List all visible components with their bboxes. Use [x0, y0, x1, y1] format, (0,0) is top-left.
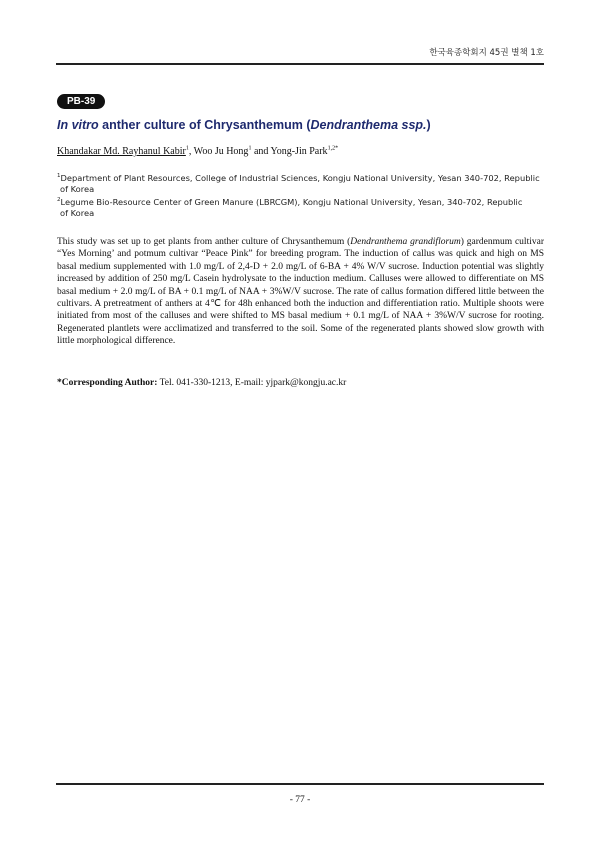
affiliation-2-line2: of Korea: [60, 208, 95, 218]
top-rule: [56, 63, 544, 65]
page-number: - 77 -: [289, 795, 311, 805]
affiliation-2: [57, 197, 545, 219]
title-suffix: ): [426, 118, 431, 132]
affiliation-1-sup: 1: [57, 173, 61, 180]
author-sep-2: and Yong-Jin Park: [251, 146, 328, 157]
author-1: Khandakar Md. Rayhanul Kabir: [57, 146, 186, 157]
title-main: anther culture of Chrysanthemum (: [98, 118, 311, 132]
poster-id-badge: PB-39: [57, 94, 105, 109]
abstract-species: Dendranthema grandiflorum: [350, 237, 461, 247]
abstract-part-2: ) gardenmum cultivar “Yes Morning’ and potmum cultivar “Peace Pink” for breeding program. The induction of callus was quick and high on MS basal medium supplemented with 1.0 mg/L of 2,4-D + 2.0 mg/L of 6-BA + 4% W/V sucrose. Induction potential was slightly increased by addition of 250 mg/L Casein hydrolysate to the induction medium. Calluses were allowed to differentiate on MS basal medium + 2.0 mg/L of BA + 0.1 mg/L of NAA + 3%W/V sucrose. The rate of callus formation differed little between the cultivars. A pretreatment of anthers at 4℃ for 48h enhanced both the induction and differentiation ratio. Multiple shoots were initiated from most of the calluses and were shifted to MS basal medium + 0.1 mg/L of NAA + 3%W/V sucrose for rooting. Regenerated plantlets were acclimatized and transferred to the soil. Some of the regenerated plants showed slow growth with little morphological difference.: [57, 237, 544, 347]
paper-title: [57, 118, 431, 132]
bottom-rule: [56, 783, 544, 785]
title-italic-genus: Dendranthema ssp.: [310, 118, 427, 132]
affiliation-1-line1: Department of Plant Resources, College of Industrial Sciences, Kongju National University, Yesan 340-702, Republic: [60, 173, 540, 183]
abstract-part-1: This study was set up to get plants from anther culture of Chrysanthemum (: [57, 237, 351, 247]
corresponding-contact: Tel. 041-330-1213, E-mail: yjpark@kongju.ac.kr: [157, 378, 347, 388]
author-1-affil: 1: [185, 145, 189, 152]
journal-header: 한국육종학회지 45권 별책 1호: [429, 48, 544, 58]
author-sep-1: , Woo Ju Hong: [188, 146, 249, 157]
author-list: [57, 146, 338, 157]
affiliation-2-line1: Legume Bio-Resource Center of Green Manure (LBRCGM), Kongju National University, Yesan, 340-702, Republic: [60, 197, 523, 207]
corresponding-author: [57, 378, 346, 388]
title-italic-prefix: In vitro: [57, 118, 99, 132]
author-3-affil: 1,2*: [327, 145, 339, 152]
affiliation-2-sup: 2: [57, 197, 61, 204]
author-2-affil: 1: [248, 145, 252, 152]
affiliation-1-line2: of Korea: [60, 184, 95, 194]
abstract-body: [57, 236, 544, 348]
corresponding-label: *Corresponding Author:: [57, 378, 158, 388]
affiliation-1: [57, 173, 545, 195]
